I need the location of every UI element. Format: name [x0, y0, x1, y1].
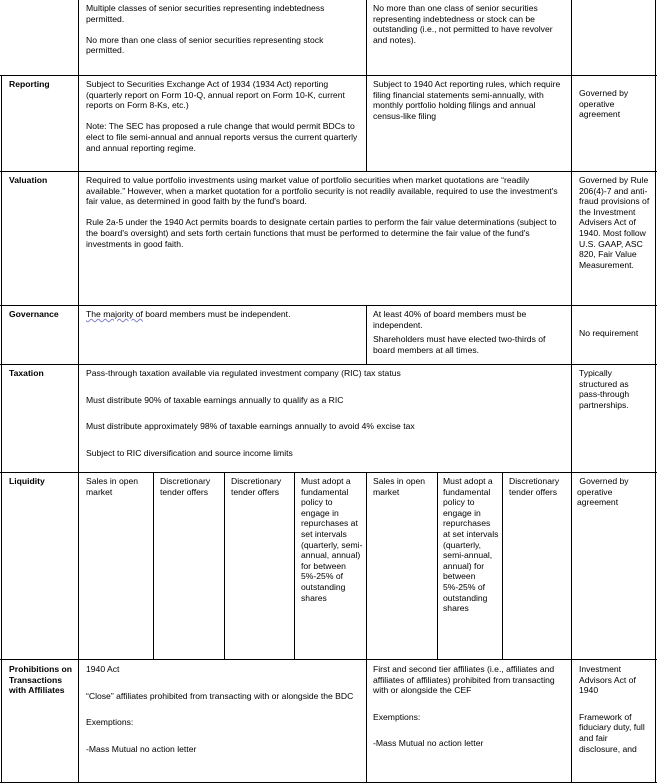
valuation-other-text-1: Governed by Rule 206(4)-7 and anti-fraud provisions of the Investment Advisers Act of 1940. Most follow U.S. GAAP, ASC 820, Fair Value Measurement. [579, 175, 650, 270]
prohibitions-cef-cell [373, 664, 566, 749]
liquidity-cef-text-1: Sales in open market [373, 476, 426, 497]
valuation-other-cell [579, 175, 651, 270]
col-border-label [78, 0, 79, 783]
governance-other-cell [579, 328, 651, 339]
col-border-bdc-cef-liq [366, 472, 367, 783]
row-label-liquidity: Liquidity [9, 476, 45, 486]
liquidity-cef-cell-1 [373, 476, 435, 497]
reporting-other-cell [579, 88, 651, 120]
prohibitions-bdc-text-1: 1940 Act [86, 664, 120, 674]
governance-bdc-cell [86, 309, 358, 320]
liquidity-cef-text-2: Must adopt a fundamental policy to engage in repurchases at set intervals (quarterly, semi-annual, annual) for between 5%-25% of outstanding shares [443, 476, 499, 614]
liq-divider-5 [502, 472, 503, 659]
row-border-valuation [0, 171, 657, 172]
liquidity-cef-text-3: Discretionary tender offers [509, 476, 560, 497]
row-border-liquidity [0, 472, 657, 473]
liquidity-bdc-text-2: Discretionary tender offers [160, 476, 211, 497]
taxation-other-cell [579, 368, 651, 410]
liquidity-cef-cell-3 [509, 476, 570, 497]
top-bdc-text-1: Multiple classes of senior securities representing indebtedness permitted. [86, 3, 325, 24]
liquidity-bdc-text-3: Discretionary tender offers [231, 476, 282, 497]
governance-cef-text-2: Shareholders must have elected two-thirds of board members at all times. [373, 334, 546, 355]
liquidity-bdc-cell-1 [86, 476, 150, 497]
governance-bdc-underlined: The majority of [86, 309, 143, 319]
top-cef-text-1: No more than one class of senior securities representing indebtedness or stock can be outstanding (i.e., not permitted to have revolver and notes). [373, 3, 553, 45]
liquidity-bdc-text-1: Sales in open market [86, 476, 139, 497]
prohibitions-bdc-text-4: -Mass Mutual no action letter [86, 743, 197, 754]
liq-divider-3 [294, 472, 295, 659]
col-border-right [655, 0, 656, 783]
governance-cef-cell [373, 309, 563, 355]
top-cef-cell [373, 3, 563, 45]
row-border-governance [0, 305, 657, 306]
governance-other-text-1: No requirement [579, 328, 639, 338]
liquidity-other-text-1: Governed by operative agreement [577, 476, 631, 508]
row-border-prohibitions [0, 659, 657, 660]
reporting-cef-text-1: Subject to 1940 Act reporting rules, which require filing financial statements semi-annually, with monthly portfolio holding filings and annual census-like filing [373, 79, 561, 121]
prohibitions-cef-text-2: Exemptions: [373, 711, 421, 722]
reporting-bdc-cell [86, 79, 358, 153]
taxation-shared-text-2: Must distribute 90% of taxable earnings annually to qualify as a RIC [86, 394, 344, 405]
liquidity-other-cell [577, 476, 651, 508]
prohibitions-bdc-cell [86, 664, 358, 754]
top-bdc-text-2: No more than one class of senior securities representing stock permitted. [86, 34, 324, 56]
row-border-taxation [0, 364, 657, 365]
liq-divider-1 [153, 472, 154, 659]
col-border-bdc-cef-gov [366, 305, 367, 364]
taxation-shared-cell [86, 368, 566, 458]
liquidity-bdc-cell-3 [231, 476, 292, 497]
col-border-left [1, 75, 2, 783]
prohibitions-other-text-2: Framework of fiduciary duty, full and fair disclosure, and [579, 711, 645, 754]
valuation-shared-text-2: Rule 2a-5 under the 1940 Act permits boards to designate certain parties to perform the fair value determinations (subject to the board's oversight) and sets forth certain functions that must be performed to determine the fair value of the fund's investments in good faith. [86, 217, 557, 249]
col-border-bdc-cef-top [366, 0, 367, 171]
liq-divider-2 [224, 472, 225, 659]
prohibitions-bdc-text-2: “Close” affiliates prohibited from transacting with or alongside the BDC [86, 690, 354, 701]
top-bdc-cell [86, 3, 358, 56]
prohibitions-cef-text-1: First and second tier affiliates (i.e., affiliates and affiliates of affiliates) prohibited from transacting with or alongside the CEF [373, 664, 555, 696]
prohibitions-bdc-text-3: Exemptions: [86, 717, 134, 728]
governance-bdc-rest: board members must be independent. [142, 309, 291, 319]
row-label-taxation: Taxation [9, 368, 44, 378]
row-border-bottom [0, 782, 657, 783]
liq-divider-4 [437, 472, 438, 659]
row-label-valuation: Valuation [9, 175, 48, 185]
liquidity-cef-cell-2 [443, 476, 499, 614]
governance-bdc-text-1 [86, 309, 358, 320]
valuation-shared-cell [86, 175, 566, 249]
liquidity-bdc-text-4: Must adopt a fundamental policy to engage in repurchases at set intervals (quarterly, semi-annual, annual) for between 5%-25% of outstanding shares [301, 476, 363, 603]
reporting-bdc-text-2: Note: The SEC has proposed a rule change that would permit BDCs to elect to file semi-annual and annual reports versus the current quarterly and annual reporting regime. [86, 121, 358, 153]
liquidity-bdc-cell-2 [160, 476, 222, 497]
prohibitions-other-cell [579, 664, 651, 754]
reporting-bdc-text-1: Subject to Securities Exchange Act of 1934 (1934 Act) reporting (quarterly report on Form 10-Q, annual report on Form 10-K, current reports on Form 8-Ks, etc.) [86, 79, 345, 111]
prohibitions-cef-text-3: -Mass Mutual no action letter [373, 738, 484, 749]
row-label-prohibitions: Prohibitions on Transactions with Affiliates [9, 664, 73, 696]
col-border-other [571, 0, 572, 783]
liquidity-bdc-cell-4 [301, 476, 363, 603]
prohibitions-other-text-1: Investment Advisors Act of 1940 [579, 664, 636, 696]
valuation-shared-text-1: Required to value portfolio investments using market value of portfolio securities when market quotations are “readily available.” However, when a market quotation for a portfolio security is not readily available, required to use the investment's fair value, as determined in good faith by the fund's board. [86, 175, 558, 207]
row-label-governance: Governance [9, 309, 59, 319]
taxation-shared-text-4: Subject to RIC diversification and source income limits [86, 447, 293, 458]
reporting-other-text-1: Governed by operative agreement [579, 88, 629, 120]
reporting-cef-cell [373, 79, 566, 121]
taxation-other-text-1: Typically structured as pass-through partnerships. [579, 368, 630, 410]
row-label-reporting: Reporting [9, 79, 50, 89]
taxation-shared-text-1: Pass-through taxation available via regulated investment company (RIC) tax status [86, 368, 401, 378]
row-border-reporting [0, 75, 657, 76]
taxation-shared-text-3: Must distribute approximately 98% of taxable earnings annually to avoid 4% excise tax [86, 421, 415, 432]
governance-cef-text-1: At least 40% of board members must be independent. [373, 309, 527, 330]
